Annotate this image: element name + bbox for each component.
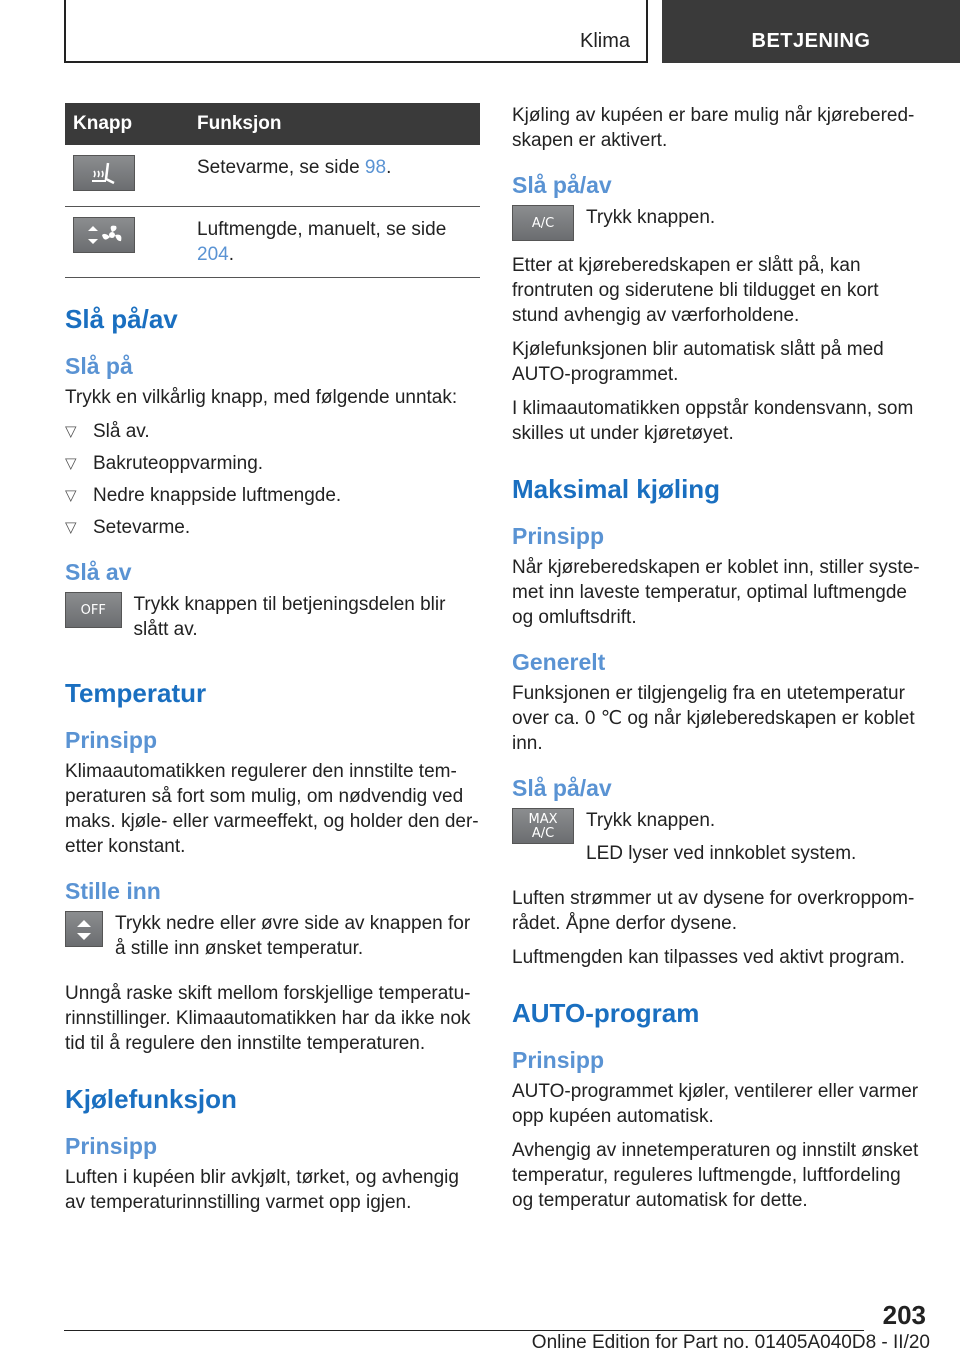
paragraph: Kjøling av kupéen er bare mulig når kjøreberedskapen er aktivert. — [512, 105, 915, 151]
table-row — [65, 145, 480, 207]
fan-icon — [73, 217, 135, 253]
heading-sla-pa: Slå på — [65, 353, 133, 379]
header-chapter: BETJENING — [662, 0, 960, 63]
header-section: Klima — [579, 30, 630, 52]
heading-prinsipp: Prinsipp — [512, 1047, 605, 1073]
triangle-bullet-icon: ▽ — [65, 455, 77, 472]
up-down-arrows-icon — [65, 911, 103, 947]
list-item: ▽ Slå av. — [65, 421, 150, 442]
paragraph: Når kjøreberedskapen er koblet inn, stiller systemet inn laveste temperatur, optimal luftmengde og omluftsdrift. — [512, 557, 920, 628]
paragraph: Luften i kupéen blir avkjølt, tørket, og avhengig av temperaturinnstilling varmet opp igjen. — [65, 1167, 459, 1213]
paragraph: Trykk en vilkårlig knapp, med følgende unntak: — [65, 387, 458, 408]
table-header-funksjon: Funksjon — [189, 103, 480, 145]
heading-prinsipp: Prinsipp — [512, 523, 605, 549]
off-button-row — [65, 592, 480, 650]
max-ac-button-icon: MAX A/C — [512, 808, 574, 844]
heading-prinsipp: Prinsipp — [65, 1133, 158, 1159]
footer-divider — [64, 1330, 864, 1331]
ac-button-row — [512, 205, 927, 241]
heading-sla-pa-av: Slå på/av — [65, 304, 178, 334]
paragraph: Avhengig av innetemperaturen og innstilt ønsket temperatur, reguleres luftmengde, luftfordeling og temperatur automatisk for dette. — [512, 1140, 919, 1211]
page-link-98[interactable]: 98 — [364, 157, 387, 178]
heading-kjolefunksjon: Kjølefunksjon — [65, 1084, 237, 1114]
paragraph: LED lyser ved innkoblet system. — [586, 843, 857, 864]
heading-generelt: Generelt — [512, 649, 606, 675]
paragraph: Luften strømmer ut av dysene for overkroppområdet. Åpne derfor dysene. — [512, 888, 915, 934]
heading-temperatur: Temperatur — [65, 678, 207, 708]
temperature-button-row — [65, 911, 480, 969]
heading-maksimal-kjoling: Maksimal kjøling — [512, 474, 721, 504]
heading-stille-inn: Stille inn — [65, 878, 161, 904]
paragraph: Kjølefunksjonen blir automatisk slått på med AUTO-programmet. — [512, 339, 884, 385]
paragraph: Trykk nedre eller øvre side av knappen for å stille inn ønsket temperatur. — [114, 913, 471, 959]
paragraph: Unngå raske skift mellom forskjellige temperaturinnstillinger. Klimaautomatikken har da ikke nok tid til å regulere den innstilte temperaturen. — [65, 983, 471, 1054]
seat-heat-icon — [73, 155, 135, 191]
footer-edition: Online Edition for Part no. 01405A040D8 - II/20 — [531, 1332, 930, 1353]
paragraph: I klimaautomatikken oppstår kondensvann, som skilles ut under kjøretøyet. — [512, 398, 914, 444]
header-frame — [64, 0, 648, 63]
off-button-icon: OFF — [65, 592, 122, 628]
heading-auto-program: AUTO-program — [512, 998, 700, 1028]
paragraph: Funksjonen er tilgjengelig fra en utetemperatur over ca. 0 ℃ og når kjøleberedskapen er koblet inn. — [512, 683, 915, 754]
table-cell-function: Setevarme, se side 98. — [189, 145, 480, 207]
table-cell-function: Luftmengde, manuelt, se side 204. — [189, 207, 480, 278]
paragraph: Trykk knappen. — [586, 207, 716, 228]
paragraph: Klimaautomatikken regulerer den innstilte temperaturen så fort som mulig, om nødvendig ved maks. kjøle- eller varmeeffekt, og holder den deretter konstant. — [65, 761, 479, 857]
max-ac-button-row — [512, 808, 927, 874]
ac-button-icon: A/C — [512, 205, 574, 241]
table-row — [65, 207, 480, 278]
heading-prinsipp: Prinsipp — [65, 727, 158, 753]
exception-list — [65, 419, 480, 540]
paragraph: Trykk knappen til betjeningsdelen blir slått av. — [133, 594, 446, 640]
triangle-bullet-icon: ▽ — [65, 423, 77, 440]
page-number: 203 — [882, 1300, 926, 1330]
button-function-table — [65, 103, 480, 278]
paragraph: Etter at kjøreberedskapen er slått på, kan frontruten og siderutene bli tildugget en kort stund avhengig av værforholdene. — [512, 255, 879, 326]
heading-sla-pa-av: Slå på/av — [512, 172, 612, 198]
table-header-knapp: Knapp — [65, 103, 189, 145]
list-item: ▽ Bakruteoppvarming. — [65, 453, 264, 474]
heading-sla-av: Slå av — [65, 559, 132, 585]
right-column — [512, 103, 927, 1222]
paragraph: Luftmengden kan tilpasses ved aktivt program. — [512, 947, 905, 968]
list-item: ▽ Nedre knappside luftmengde. — [65, 485, 342, 506]
paragraph: AUTO-programmet kjøler, ventilerer eller varmer opp kupéen automatisk. — [512, 1081, 919, 1127]
list-item: ▽ Setevarme. — [65, 517, 191, 538]
triangle-bullet-icon: ▽ — [65, 487, 77, 504]
triangle-bullet-icon: ▽ — [65, 519, 77, 536]
left-column — [65, 103, 480, 1224]
page-link-204[interactable]: 204 — [197, 244, 229, 265]
heading-sla-pa-av: Slå på/av — [512, 775, 612, 801]
paragraph: Trykk knappen. — [586, 810, 716, 831]
